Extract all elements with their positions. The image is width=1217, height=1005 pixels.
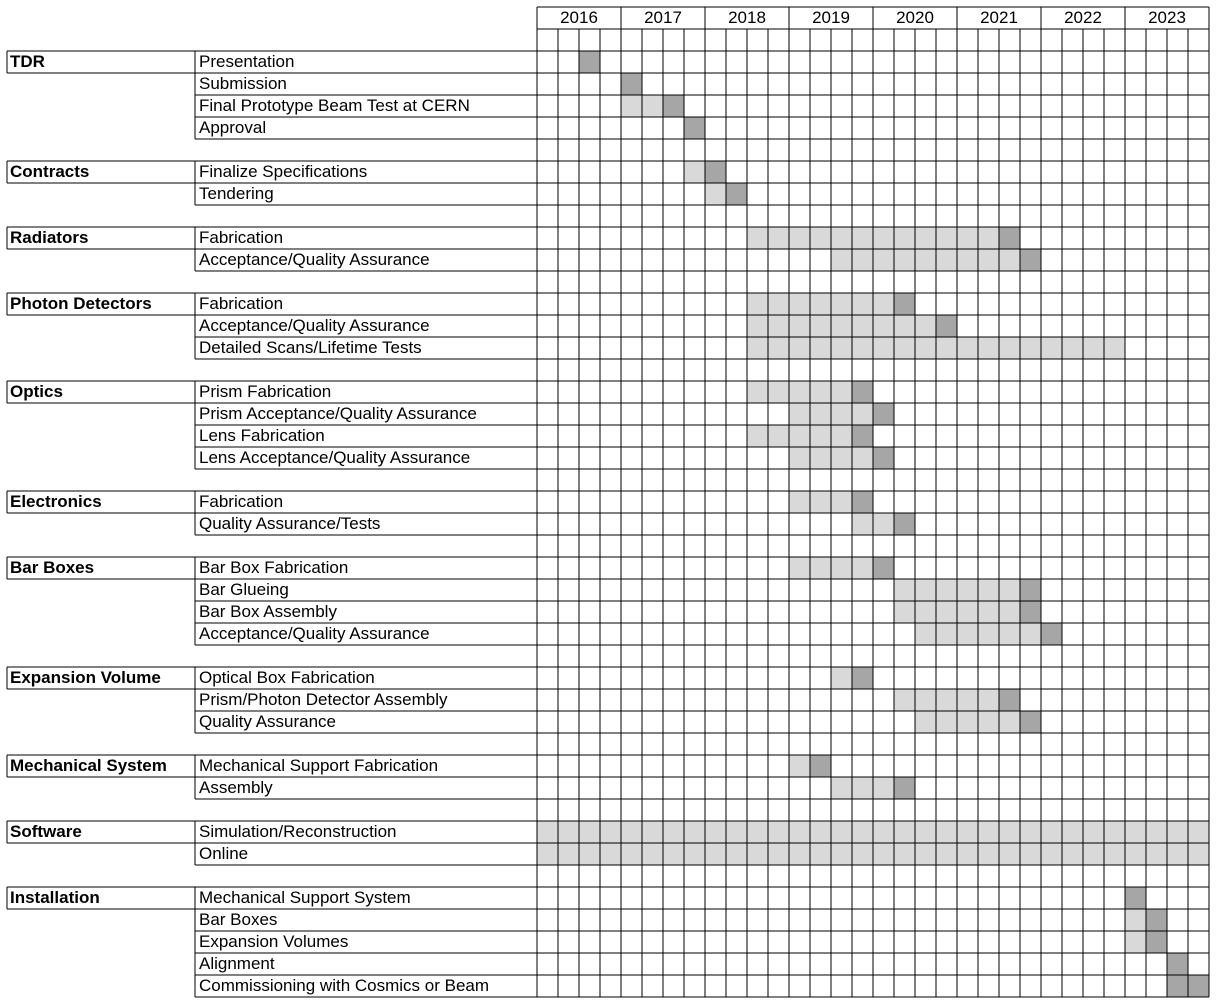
cell-in-progress xyxy=(768,315,789,337)
cell-in-progress xyxy=(957,227,978,249)
cell-in-progress xyxy=(789,227,810,249)
cell-in-progress xyxy=(978,689,999,711)
cell-in-progress xyxy=(768,425,789,447)
task-label: Mechanical Support Fabrication xyxy=(199,756,439,775)
year-label-2018: 2018 xyxy=(728,8,766,27)
cell-milestone xyxy=(894,513,915,535)
task-label: Detailed Scans/Lifetime Tests xyxy=(199,338,422,357)
cell-milestone xyxy=(621,73,642,95)
cell-in-progress xyxy=(978,623,999,645)
cell-milestone xyxy=(1041,623,1062,645)
cell-in-progress xyxy=(789,821,810,843)
cell-in-progress xyxy=(999,821,1020,843)
task-label: Acceptance/Quality Assurance xyxy=(199,316,430,335)
cell-in-progress xyxy=(957,821,978,843)
cell-in-progress xyxy=(831,821,852,843)
group-label: Software xyxy=(10,822,82,841)
cell-in-progress xyxy=(621,843,642,865)
cell-in-progress xyxy=(936,623,957,645)
cell-in-progress xyxy=(999,337,1020,359)
cell-in-progress xyxy=(1083,843,1104,865)
cell-in-progress xyxy=(936,579,957,601)
cell-in-progress xyxy=(894,843,915,865)
cell-in-progress xyxy=(1020,337,1041,359)
cell-in-progress xyxy=(705,821,726,843)
cell-in-progress xyxy=(789,755,810,777)
cell-milestone xyxy=(1020,711,1041,733)
cell-in-progress xyxy=(705,183,726,205)
cell-milestone xyxy=(705,161,726,183)
cell-milestone xyxy=(852,425,873,447)
cell-in-progress xyxy=(810,337,831,359)
cell-in-progress xyxy=(642,843,663,865)
group-label: Optics xyxy=(10,382,63,401)
cell-in-progress xyxy=(642,821,663,843)
task-label: Finalize Specifications xyxy=(199,162,368,181)
cell-in-progress xyxy=(621,95,642,117)
task-label: Approval xyxy=(199,118,267,137)
cell-in-progress xyxy=(1125,843,1146,865)
cell-in-progress xyxy=(726,843,747,865)
cell-in-progress xyxy=(873,513,894,535)
year-label-2020: 2020 xyxy=(896,8,934,27)
cell-in-progress xyxy=(936,227,957,249)
cell-in-progress xyxy=(768,821,789,843)
cell-milestone xyxy=(1020,601,1041,623)
cell-in-progress xyxy=(873,249,894,271)
cell-in-progress xyxy=(915,711,936,733)
task-label: Quality Assurance xyxy=(199,712,337,731)
cell-in-progress xyxy=(978,843,999,865)
cell-in-progress xyxy=(915,227,936,249)
task-label: Lens Fabrication xyxy=(199,426,325,445)
task-label: Alignment xyxy=(199,954,275,973)
cell-in-progress xyxy=(747,381,768,403)
task-label: Bar Box Assembly xyxy=(199,602,337,621)
cell-in-progress xyxy=(810,293,831,315)
cell-in-progress xyxy=(684,821,705,843)
cell-in-progress xyxy=(915,337,936,359)
cell-in-progress xyxy=(999,579,1020,601)
year-label-2017: 2017 xyxy=(644,8,682,27)
cell-in-progress xyxy=(810,821,831,843)
cell-in-progress xyxy=(915,843,936,865)
task-label: Bar Boxes xyxy=(199,910,278,929)
cell-in-progress xyxy=(810,403,831,425)
cell-in-progress xyxy=(747,425,768,447)
cell-in-progress xyxy=(978,601,999,623)
cell-milestone xyxy=(936,315,957,337)
cell-milestone xyxy=(852,491,873,513)
year-label-2016: 2016 xyxy=(560,8,598,27)
cell-in-progress xyxy=(831,425,852,447)
cell-in-progress xyxy=(831,227,852,249)
cell-in-progress xyxy=(894,337,915,359)
cell-in-progress xyxy=(789,381,810,403)
cell-in-progress xyxy=(663,821,684,843)
cell-in-progress xyxy=(642,95,663,117)
cell-in-progress xyxy=(999,249,1020,271)
cell-in-progress xyxy=(600,821,621,843)
cell-in-progress xyxy=(978,249,999,271)
cell-in-progress xyxy=(768,293,789,315)
cell-in-progress xyxy=(537,843,558,865)
cell-in-progress xyxy=(558,821,579,843)
cell-in-progress xyxy=(957,249,978,271)
cell-in-progress xyxy=(831,491,852,513)
cell-in-progress xyxy=(873,315,894,337)
cell-milestone xyxy=(873,557,894,579)
cell-milestone xyxy=(873,403,894,425)
task-label: Optical Box Fabrication xyxy=(199,668,375,687)
cell-in-progress xyxy=(852,293,873,315)
cell-in-progress xyxy=(831,667,852,689)
year-label-2019: 2019 xyxy=(812,8,850,27)
cell-in-progress xyxy=(852,337,873,359)
task-label: Acceptance/Quality Assurance xyxy=(199,624,430,643)
cell-milestone xyxy=(726,183,747,205)
cell-in-progress xyxy=(894,601,915,623)
cell-in-progress xyxy=(957,337,978,359)
task-label: Acceptance/Quality Assurance xyxy=(199,250,430,269)
cell-in-progress xyxy=(789,315,810,337)
cell-in-progress xyxy=(789,491,810,513)
cell-in-progress xyxy=(684,843,705,865)
cell-in-progress xyxy=(831,293,852,315)
year-label-2022: 2022 xyxy=(1064,8,1102,27)
cell-milestone xyxy=(894,293,915,315)
group-label: Radiators xyxy=(10,228,89,247)
cell-in-progress xyxy=(810,447,831,469)
task-label: Prism Acceptance/Quality Assurance xyxy=(199,404,477,423)
cell-in-progress xyxy=(789,425,810,447)
cell-in-progress xyxy=(747,843,768,865)
cell-milestone xyxy=(1146,931,1167,953)
cell-in-progress xyxy=(915,601,936,623)
group-label: Photon Detectors xyxy=(10,294,152,313)
cell-in-progress xyxy=(1146,843,1167,865)
cell-in-progress xyxy=(873,821,894,843)
cell-in-progress xyxy=(873,293,894,315)
cell-milestone xyxy=(1020,579,1041,601)
cell-in-progress xyxy=(789,337,810,359)
cell-in-progress xyxy=(894,227,915,249)
group-label: Expansion Volume xyxy=(10,668,161,687)
cell-in-progress xyxy=(936,249,957,271)
cell-in-progress xyxy=(915,315,936,337)
cell-in-progress xyxy=(789,293,810,315)
group-label: Installation xyxy=(10,888,100,907)
cell-in-progress xyxy=(1104,337,1125,359)
cell-in-progress xyxy=(1041,843,1062,865)
cell-in-progress xyxy=(600,843,621,865)
cell-in-progress xyxy=(1020,623,1041,645)
task-label: Quality Assurance/Tests xyxy=(199,514,381,533)
task-label: Submission xyxy=(199,74,287,93)
cell-in-progress xyxy=(810,381,831,403)
cell-milestone xyxy=(873,447,894,469)
cell-milestone xyxy=(684,117,705,139)
group-label: Electronics xyxy=(10,492,102,511)
group-label: Contracts xyxy=(10,162,90,181)
cell-in-progress xyxy=(999,623,1020,645)
cell-in-progress xyxy=(957,601,978,623)
cell-in-progress xyxy=(873,777,894,799)
cell-in-progress xyxy=(1041,821,1062,843)
cell-in-progress xyxy=(810,227,831,249)
cell-in-progress xyxy=(936,843,957,865)
cell-in-progress xyxy=(831,777,852,799)
cell-in-progress xyxy=(915,689,936,711)
cell-in-progress xyxy=(621,821,642,843)
cell-in-progress xyxy=(852,249,873,271)
cell-in-progress xyxy=(810,425,831,447)
task-label: Assembly xyxy=(199,778,273,797)
cell-in-progress xyxy=(978,579,999,601)
cell-milestone xyxy=(810,755,831,777)
cell-in-progress xyxy=(831,381,852,403)
cell-in-progress xyxy=(768,843,789,865)
task-label: Fabrication xyxy=(199,228,284,247)
cell-in-progress xyxy=(915,623,936,645)
cell-in-progress xyxy=(1188,843,1209,865)
cell-in-progress xyxy=(999,843,1020,865)
cell-in-progress xyxy=(768,337,789,359)
cell-milestone xyxy=(999,689,1020,711)
cell-in-progress xyxy=(579,821,600,843)
cell-milestone xyxy=(1146,909,1167,931)
task-label: Bar Box Fabrication xyxy=(199,558,349,577)
cell-in-progress xyxy=(873,227,894,249)
cell-in-progress xyxy=(852,513,873,535)
cell-in-progress xyxy=(999,711,1020,733)
cell-in-progress xyxy=(1125,931,1146,953)
cell-in-progress xyxy=(663,843,684,865)
cell-in-progress xyxy=(831,403,852,425)
cell-milestone xyxy=(852,381,873,403)
cell-milestone xyxy=(579,51,600,73)
cell-in-progress xyxy=(915,249,936,271)
cell-in-progress xyxy=(957,843,978,865)
task-label: Lens Acceptance/Quality Assurance xyxy=(199,448,471,467)
cell-in-progress xyxy=(894,249,915,271)
cell-in-progress xyxy=(894,689,915,711)
cell-in-progress xyxy=(999,601,1020,623)
cell-milestone xyxy=(894,777,915,799)
cell-in-progress xyxy=(936,821,957,843)
cell-in-progress xyxy=(1104,821,1125,843)
group-label: Bar Boxes xyxy=(10,558,95,577)
cell-in-progress xyxy=(768,227,789,249)
task-label: Prism/Photon Detector Assembly xyxy=(199,690,448,709)
cell-in-progress xyxy=(894,579,915,601)
cell-in-progress xyxy=(1083,821,1104,843)
task-label: Online xyxy=(199,844,249,863)
cell-in-progress xyxy=(1125,821,1146,843)
cell-milestone xyxy=(663,95,684,117)
cell-in-progress xyxy=(831,447,852,469)
cell-in-progress xyxy=(936,601,957,623)
cell-in-progress xyxy=(852,843,873,865)
cell-in-progress xyxy=(936,711,957,733)
cell-in-progress xyxy=(768,381,789,403)
cell-in-progress xyxy=(852,777,873,799)
cell-milestone xyxy=(1020,249,1041,271)
cell-in-progress xyxy=(1167,843,1188,865)
cell-in-progress xyxy=(747,821,768,843)
cell-in-progress xyxy=(705,843,726,865)
task-label: Bar Glueing xyxy=(199,580,289,599)
task-label: Final Prototype Beam Test at CERN xyxy=(199,96,470,115)
cell-in-progress xyxy=(852,557,873,579)
cell-in-progress xyxy=(894,315,915,337)
cell-in-progress xyxy=(936,337,957,359)
cell-in-progress xyxy=(1062,843,1083,865)
cell-in-progress xyxy=(852,315,873,337)
group-label: Mechanical System xyxy=(10,756,167,775)
cell-in-progress xyxy=(1167,821,1188,843)
cell-in-progress xyxy=(1062,821,1083,843)
cell-in-progress xyxy=(915,579,936,601)
cell-in-progress xyxy=(978,711,999,733)
cell-in-progress xyxy=(789,403,810,425)
cell-in-progress xyxy=(852,227,873,249)
cell-in-progress xyxy=(831,249,852,271)
task-label: Mechanical Support System xyxy=(199,888,411,907)
cell-in-progress xyxy=(789,843,810,865)
task-label: Tendering xyxy=(199,184,274,203)
cell-in-progress xyxy=(747,293,768,315)
cell-in-progress xyxy=(810,315,831,337)
cell-in-progress xyxy=(915,821,936,843)
cell-milestone xyxy=(1167,953,1188,975)
cell-in-progress xyxy=(747,337,768,359)
cell-in-progress xyxy=(810,557,831,579)
cell-milestone xyxy=(852,667,873,689)
cell-in-progress xyxy=(957,623,978,645)
task-label: Commissioning with Cosmics or Beam xyxy=(199,976,490,995)
cell-in-progress xyxy=(1041,337,1062,359)
cell-in-progress xyxy=(1020,843,1041,865)
cell-in-progress xyxy=(957,711,978,733)
year-label-2021: 2021 xyxy=(980,8,1018,27)
cell-in-progress xyxy=(1083,337,1104,359)
cell-in-progress xyxy=(1104,843,1125,865)
cell-in-progress xyxy=(831,315,852,337)
cell-in-progress xyxy=(1062,337,1083,359)
cell-in-progress xyxy=(978,227,999,249)
cell-in-progress xyxy=(831,337,852,359)
cell-in-progress xyxy=(789,447,810,469)
cell-in-progress xyxy=(726,821,747,843)
cell-in-progress xyxy=(852,447,873,469)
cell-milestone xyxy=(1125,887,1146,909)
cell-in-progress xyxy=(831,843,852,865)
task-label: Presentation xyxy=(199,52,295,71)
cell-in-progress xyxy=(978,821,999,843)
task-label: Simulation/Reconstruction xyxy=(199,822,397,841)
cell-milestone xyxy=(1167,975,1188,997)
cell-in-progress xyxy=(1020,821,1041,843)
cell-in-progress xyxy=(747,227,768,249)
cell-in-progress xyxy=(852,403,873,425)
cell-in-progress xyxy=(747,315,768,337)
year-label-2023: 2023 xyxy=(1148,8,1186,27)
task-label: Fabrication xyxy=(199,492,284,511)
cell-in-progress xyxy=(957,579,978,601)
task-label: Expansion Volumes xyxy=(199,932,349,951)
cell-in-progress xyxy=(1188,821,1209,843)
cell-milestone xyxy=(1188,975,1209,997)
cell-in-progress xyxy=(873,337,894,359)
task-label: Prism Fabrication xyxy=(199,382,332,401)
cell-in-progress xyxy=(558,843,579,865)
group-label: TDR xyxy=(10,52,45,71)
cell-in-progress xyxy=(579,843,600,865)
cell-in-progress xyxy=(957,689,978,711)
cell-in-progress xyxy=(810,843,831,865)
cell-in-progress xyxy=(978,337,999,359)
cell-in-progress xyxy=(1146,821,1167,843)
cell-in-progress xyxy=(936,689,957,711)
cell-in-progress xyxy=(852,821,873,843)
cell-in-progress xyxy=(894,821,915,843)
cell-in-progress xyxy=(873,843,894,865)
cell-milestone xyxy=(999,227,1020,249)
cell-in-progress xyxy=(789,557,810,579)
cell-in-progress xyxy=(831,557,852,579)
cell-in-progress xyxy=(810,491,831,513)
cell-in-progress xyxy=(537,821,558,843)
cell-in-progress xyxy=(684,161,705,183)
task-label: Fabrication xyxy=(199,294,284,313)
cell-in-progress xyxy=(1125,909,1146,931)
